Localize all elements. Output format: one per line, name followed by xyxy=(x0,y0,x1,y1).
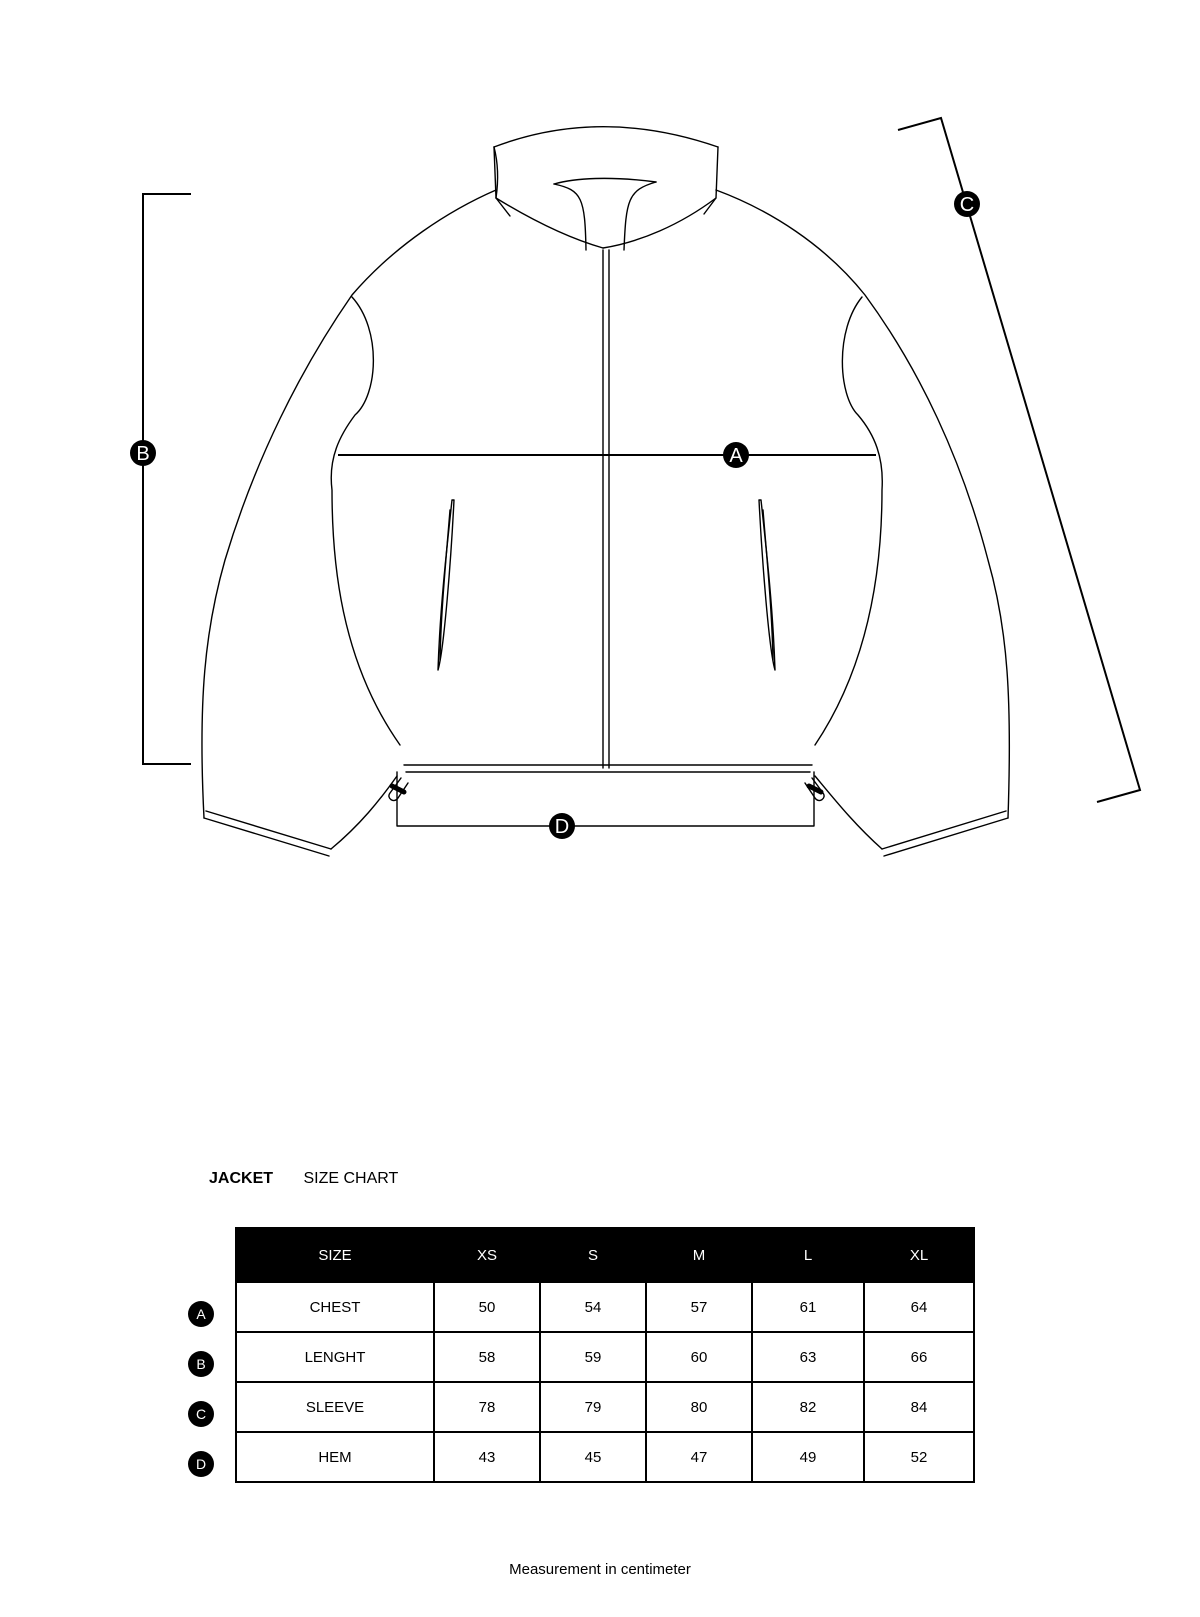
table-cell: 82 xyxy=(752,1382,864,1432)
measure-label-b xyxy=(130,440,156,466)
table-header-row xyxy=(236,1228,974,1282)
table-cell: 45 xyxy=(540,1432,646,1482)
table-row xyxy=(236,1282,974,1332)
table-cell: 57 xyxy=(646,1282,752,1332)
measure-label-a xyxy=(723,442,749,468)
drawcord-toggle-right xyxy=(805,778,824,801)
row-badge-hem: D xyxy=(188,1451,214,1477)
zipper xyxy=(603,250,609,768)
measure-line-length xyxy=(143,194,191,764)
svg-text:B: B xyxy=(136,443,150,465)
row-badge-length: B xyxy=(188,1351,214,1377)
row-badge-sleeve: C xyxy=(188,1401,214,1427)
collar xyxy=(494,127,718,250)
measurement-name: LENGHT xyxy=(236,1332,434,1382)
measurement-name: SLEEVE xyxy=(236,1382,434,1432)
svg-text:C: C xyxy=(959,194,975,216)
svg-text:D: D xyxy=(554,816,570,838)
table-cell: 47 xyxy=(646,1432,752,1482)
size-chart-title xyxy=(209,1170,398,1188)
row-badge-chest: A xyxy=(188,1301,214,1327)
drawcord-toggle-left xyxy=(389,778,408,801)
table-cell: 63 xyxy=(752,1332,864,1382)
size-chart-heading: SIZE CHART xyxy=(303,1170,399,1187)
table-cell: 49 xyxy=(752,1432,864,1482)
measure-line-sleeve xyxy=(898,118,1140,802)
column-header-l: L xyxy=(752,1228,864,1282)
pocket-left xyxy=(438,500,454,670)
product-name: JACKET xyxy=(209,1170,274,1187)
table-cell: 50 xyxy=(434,1282,540,1332)
pocket-right xyxy=(759,500,775,670)
column-header-xl: XL xyxy=(864,1228,974,1282)
svg-text:A: A xyxy=(729,445,743,467)
table-cell: 61 xyxy=(752,1282,864,1332)
column-header-m: M xyxy=(646,1228,752,1282)
table-row xyxy=(236,1432,974,1482)
table-cell: 60 xyxy=(646,1332,752,1382)
jacket-body xyxy=(202,190,1009,856)
size-chart-table xyxy=(235,1227,975,1483)
table-cell: 78 xyxy=(434,1382,540,1432)
table-cell: 58 xyxy=(434,1332,540,1382)
measure-label-c xyxy=(954,191,980,217)
column-header-s: S xyxy=(540,1228,646,1282)
column-header-xs: XS xyxy=(434,1228,540,1282)
table-cell: 80 xyxy=(646,1382,752,1432)
table-cell: 54 xyxy=(540,1282,646,1332)
column-header-size: SIZE xyxy=(236,1228,434,1282)
table-cell: 52 xyxy=(864,1432,974,1482)
measurement-note: Measurement in centimeter xyxy=(509,1561,691,1578)
measurement-name: CHEST xyxy=(236,1282,434,1332)
table-cell: 66 xyxy=(864,1332,974,1382)
table-cell: 43 xyxy=(434,1432,540,1482)
table-cell: 64 xyxy=(864,1282,974,1332)
measurement-name: HEM xyxy=(236,1432,434,1482)
table-cell: 84 xyxy=(864,1382,974,1432)
table-row xyxy=(236,1382,974,1432)
table-row xyxy=(236,1332,974,1382)
table-cell: 59 xyxy=(540,1332,646,1382)
measure-label-d xyxy=(549,813,575,839)
table-cell: 79 xyxy=(540,1382,646,1432)
